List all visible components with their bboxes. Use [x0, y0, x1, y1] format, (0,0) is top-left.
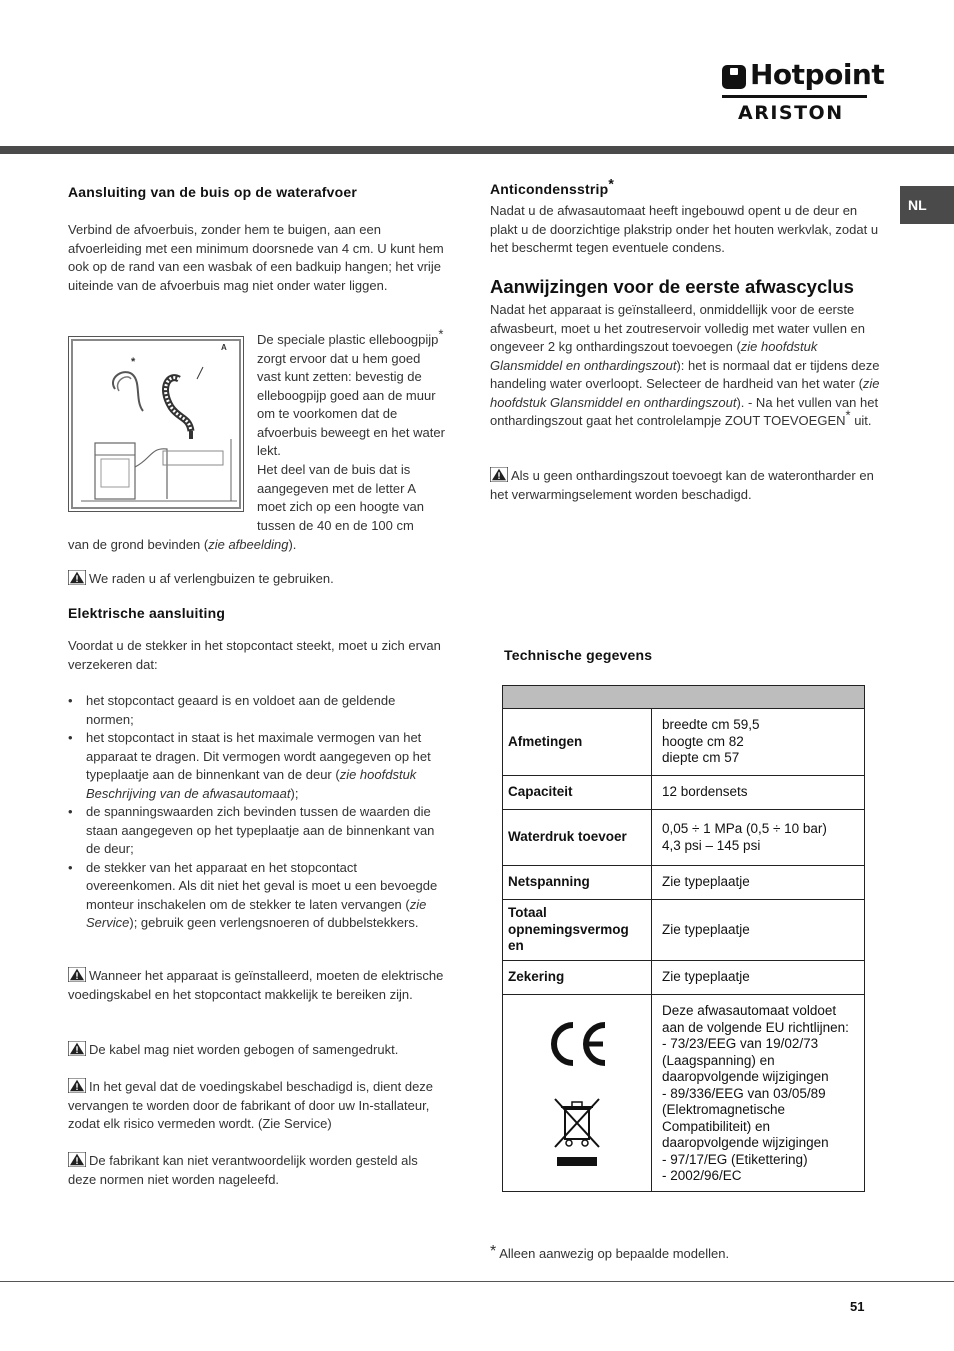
brand-name-top: Hotpoint	[750, 58, 885, 91]
drain-heading: Aansluiting van de buis op de waterafvoer	[68, 184, 358, 200]
tech-row-value: Zie typeplaatje	[652, 961, 865, 995]
anticond-heading	[490, 175, 614, 199]
tech-row-capacity	[503, 776, 865, 810]
tech-row-label: Totaal opnemingsvermog en	[503, 900, 652, 961]
first-cycle-text	[490, 301, 884, 431]
drain-paragraph-2	[257, 326, 447, 461]
tech-ce-text	[652, 995, 865, 1192]
tech-row-water-pressure	[503, 810, 865, 866]
ce-mark-icon	[545, 1019, 609, 1069]
header-bar	[0, 146, 954, 154]
tech-value-line: breedte cm 59,5	[662, 717, 760, 733]
bullet4-pre: de stekker van het apparaat en het stopcontact overeenkomen. Als dit niet het geval is moet u een bevoegde monteur inschakelen om de stekker te laten vervangen (	[86, 859, 438, 912]
tech-row-value	[652, 810, 865, 866]
electric-warning-2	[68, 1041, 444, 1060]
tech-row-voltage	[503, 866, 865, 900]
fc-t3-end: uit.	[850, 413, 872, 428]
anticond-star: *	[608, 175, 614, 192]
drain-figure	[68, 336, 244, 512]
footnote-text: Alleen aanwezig op bepaalde modellen.	[499, 1246, 730, 1261]
ce-line: Deze afwasautomaat voldoet	[662, 1003, 837, 1018]
tech-row-label: Zekering	[503, 961, 652, 995]
language-tab	[900, 186, 954, 224]
fc-t1-em: zie hoofdstuk Glansmiddel en onthardingszout	[490, 339, 818, 373]
tech-row-value	[652, 709, 865, 776]
bullet2-pre: het stopcontact in staat is het maximale vermogen van het apparaat te dragen. Dit vermogen wordt aangegeven op het typeplaatje aan de binnenkant van de deur (	[86, 730, 431, 782]
electric-warning-4	[68, 1152, 444, 1189]
fc-t3: ). - Na het vullen van het onthardingszout gaat het controlelampje ZOUT TOEVOEGEN	[490, 394, 879, 428]
anticond-text: Nadat u de afwasautomaat heeft ingebouwd opent u de deur en plakt u de doorzichtige plakstrip onder het houten werkvlak, zodat u het beschermt tegen eventuele condens.	[490, 203, 879, 255]
tech-value-line: 4,3 psi – 145 psi	[662, 837, 761, 853]
electric-bullet-4	[68, 859, 440, 933]
drain-p3-pre: van de grond bevinden (	[68, 537, 209, 552]
ce-line: Compatibiliteit) en	[662, 1118, 771, 1134]
electric-intro: Voordat u de stekker in het stopcontact steekt, moet u zich ervan verzekeren dat:	[68, 638, 441, 672]
fc-t1: Nadat het apparaat is geïnstalleerd, onmiddellijk voor de eerste afwasbeurt, moet u het zoutreservoir volledig met water vullen en ongeveer 2 kg onthardingszout toevoegen (	[490, 302, 866, 354]
tech-table-header	[503, 686, 865, 709]
tech-row-label: Waterdruk toevoer	[503, 810, 652, 866]
tech-value-line: diepte cm 57	[662, 750, 740, 766]
warning-icon	[68, 1152, 86, 1167]
footnote-star: *	[438, 326, 444, 342]
brand-logo	[722, 58, 885, 124]
tech-row-value: 12 bordensets	[652, 776, 865, 810]
tech-value-line: hoogte cm 82	[662, 733, 744, 749]
electric-warning-1	[68, 967, 444, 1004]
drain-warning	[68, 570, 444, 589]
warning-icon	[68, 570, 86, 585]
ce-line: daaropvolgende wijzigingen	[662, 1069, 829, 1084]
weee-bin-icon	[551, 1095, 603, 1167]
tech-row-value: Zie typeplaatje	[652, 900, 865, 961]
language-code: NL	[908, 197, 927, 213]
ce-line: - 2002/96/EC	[662, 1168, 742, 1183]
drain-paragraph-3: Het deel van de buis dat is aangegeven met de letter A moet zich op een hoogte van tussen de 40 en de 100 cm	[257, 462, 424, 533]
electric-warning-1-text: Wanneer het apparaat is geïnstalleerd, moeten de elektrische voedingskabel en het stopcontact makkelijk te bereiken zijn.	[68, 968, 444, 1002]
footnote-star: *	[490, 1243, 497, 1260]
figure-label-star: *	[131, 356, 136, 368]
drain-paragraph-2-start: De speciale plastic elleboogpijp	[257, 332, 439, 347]
warning-icon	[490, 467, 508, 482]
drain-paragraph-1: Verbind de afvoerbuis, zonder hem te buigen, aan een afvoerleiding met een minimum doorsnede van 4 cm. U kunt hem ook op de rand van een wasbak of een badkuip hangen; het vrije uiteinde van de afvoerbuis mag niet onder water liggen.	[68, 222, 444, 293]
drain-paragraph-2-end: zorgt ervoor dat u hem goed vast kunt zetten: bevestig de elleboogpijp goed aan de muur om te voorkomen dat de afvoerbuis beweegt en het water lekt.	[257, 350, 445, 458]
tech-heading: Technische gegevens	[504, 647, 653, 663]
bullet4-post: ); gebruik geen verlengsnoeren of dubbelstekkers.	[129, 915, 419, 930]
ce-line: (Laagspanning) en	[662, 1052, 775, 1068]
tech-row-ce	[503, 995, 865, 1192]
electric-bullet-1: • het stopcontact geaard is en voldoet aan de geldende normen;	[68, 692, 440, 729]
ce-line: - 73/23/EEG van 19/02/73	[662, 1036, 819, 1051]
ce-line: daaropvolgende wijzigingen	[662, 1135, 829, 1150]
ce-line: - 89/336/EEG van 03/05/89	[662, 1085, 826, 1101]
tech-row-label: Afmetingen	[503, 709, 652, 776]
first-cycle-warning	[490, 467, 884, 504]
fc-t2-em: zie hoofdstuk Glansmiddel en onthardingszout	[490, 376, 880, 410]
bullet2-em: zie hoofdstuk Beschrijving van de afwasautomaat	[86, 767, 417, 801]
electric-list	[68, 692, 440, 933]
hotpoint-logo-icon	[722, 65, 746, 89]
bullet2-post: );	[290, 785, 299, 801]
brand-rule	[722, 95, 867, 98]
first-cycle-heading: Aanwijzingen voor de eerste afwascyclus	[490, 276, 854, 297]
brand-name-bottom: ARISTON	[738, 102, 844, 124]
warning-icon	[68, 1041, 86, 1056]
tech-row-power	[503, 900, 865, 961]
fc-t3-star: *	[845, 407, 851, 423]
tech-row-label: Capaciteit	[503, 776, 652, 810]
ce-line: aan de volgende EU richtlijnen:	[662, 1019, 849, 1035]
electric-warning-3-text: In het geval dat de voedingskabel beschadigd is, dient deze vervangen te worden door de fabrikant of door uw In-stallateur, zodat elk risico vermeden wordt. (Zie Service)	[68, 1079, 434, 1131]
drain-p3-post: ).	[288, 537, 297, 552]
warning-icon	[68, 967, 86, 982]
ce-line: (Elektromagnetische	[662, 1102, 786, 1117]
tech-table	[502, 685, 865, 1192]
electric-bullet-3: • de spanningswaarden zich bevinden tussen de waarden die staan aangegeven op het typeplaatje aan de binnenkant van de deur;	[68, 803, 440, 859]
tech-row-label: Netspanning	[503, 866, 652, 900]
electric-heading: Elektrische aansluiting	[68, 605, 226, 621]
footer-rule	[0, 1281, 954, 1282]
tech-row-dimensions	[503, 709, 865, 776]
fc-t2: ): het is normaal dat er tijdens deze handeling water overloopt. Selecteer de hardheid van het water (	[490, 357, 880, 391]
tech-table-header-cell	[503, 686, 865, 709]
electric-warning-4-text: De fabrikant kan niet verantwoordelijk worden gesteld als deze normen niet worden nageleefd.	[68, 1153, 418, 1187]
ce-line: - 97/17/EG (Etikettering)	[662, 1151, 808, 1167]
drain-warning-text: We raden u af verlengbuizen te gebruiken.	[89, 571, 334, 586]
footnote	[490, 1243, 884, 1264]
bullet4-em: zie Service	[86, 896, 427, 930]
first-cycle-warning-text: Als u geen onthardingszout toevoegt kan de waterontharder en het verwarmingselement worden beschadigd.	[490, 468, 874, 502]
tech-row-value: Zie typeplaatje	[652, 866, 865, 900]
electric-warning-2-text: De kabel mag niet worden gebogen of samengedrukt.	[89, 1042, 399, 1057]
tech-ce-symbols	[503, 995, 652, 1192]
tech-row-fuse	[503, 961, 865, 995]
drain-p3-em: zie afbeelding	[208, 537, 289, 552]
warning-icon	[68, 1078, 86, 1093]
page-number: 51	[850, 1299, 865, 1314]
tech-value-line: 0,05 ÷ 1 MPa (0,5 ÷ 10 bar)	[662, 821, 827, 836]
anticond-heading-text: Anticondensstrip	[490, 181, 609, 197]
figure-label-a: A	[221, 343, 227, 352]
drain-hose-illustration	[71, 339, 241, 509]
drain-paragraph-3-end	[68, 536, 444, 555]
electric-bullet-2	[68, 729, 440, 803]
electric-warning-3	[68, 1078, 444, 1134]
